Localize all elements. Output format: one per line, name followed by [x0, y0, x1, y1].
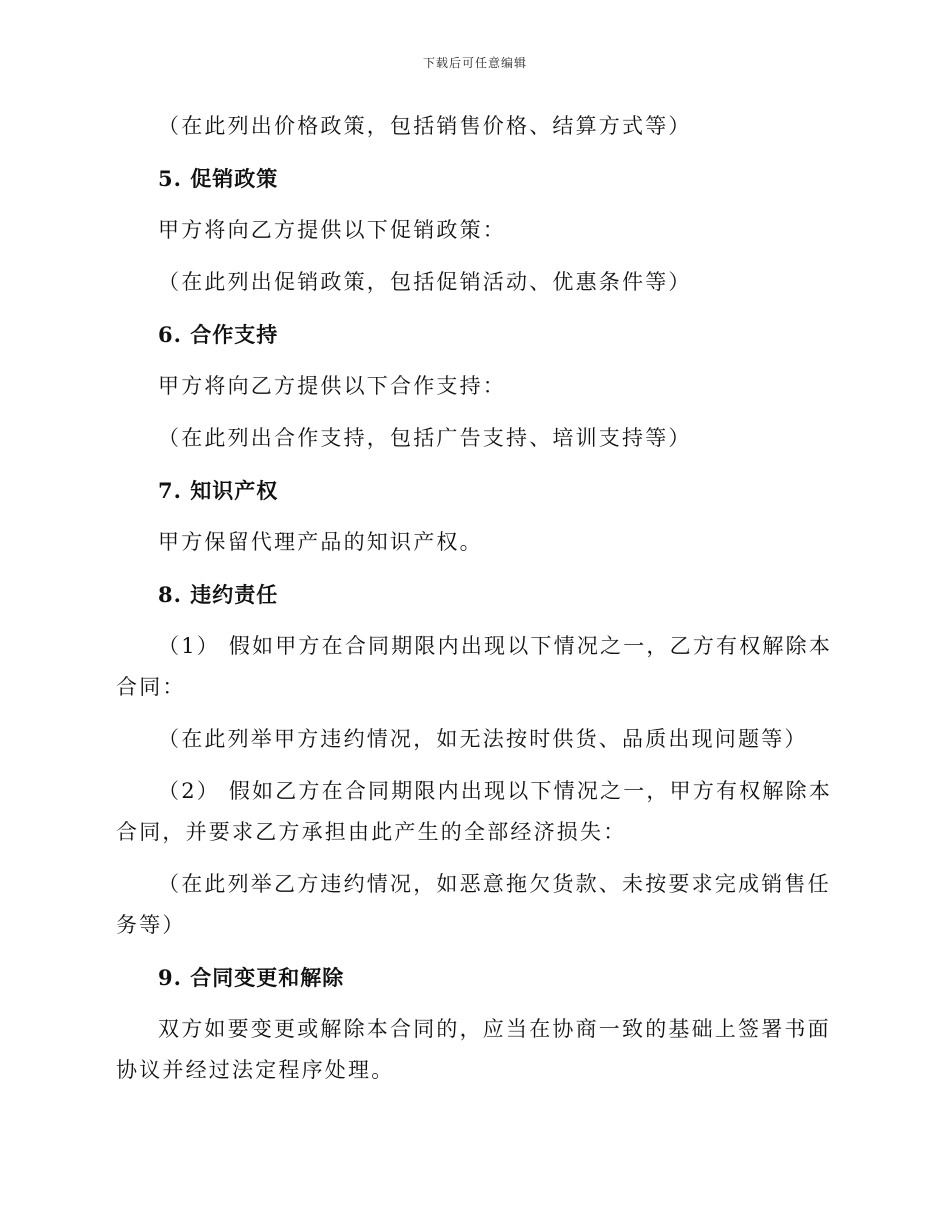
document-body [116, 106, 836, 1102]
paragraph-promotion-placeholder: （在此列出促销政策，包括促销活动、优惠条件等） [158, 270, 692, 294]
paragraph-price-policy-placeholder: （在此列出价格政策，包括销售价格、结算方式等） [158, 114, 692, 138]
page-header: 下载后可任意编辑 [422, 56, 527, 70]
paragraph-promotion-intro: 甲方将向乙方提供以下促销政策： [158, 218, 506, 242]
section-heading-breach: 8. 违约责任 [158, 582, 279, 607]
paragraph-breach-party-a-placeholder: （在此列举甲方违约情况，如无法按时供货、品质出现问题等） [158, 727, 808, 751]
section-heading-cooperation: 6. 合作支持 [158, 322, 279, 347]
paragraph-ip: 甲方保留代理产品的知识产权。 [158, 530, 483, 554]
paragraph-breach-party-a: （1） 假如甲方在合同期限内出现以下情况之一，乙方有权解除本合同： [116, 634, 833, 699]
paragraph-breach-party-b-placeholder: （在此列举乙方违约情况，如恶意拖欠货款、未按要求完成销售任务等） [116, 872, 831, 937]
paragraph-cooperation-placeholder: （在此列出合作支持，包括广告支持、培训支持等） [158, 426, 692, 450]
paragraph-breach-party-b: （2） 假如乙方在合同期限内出现以下情况之一，甲方有权解除本合同，并要求乙方承担由此产生的全部经济损失： [116, 779, 833, 844]
paragraph-change-termination: 双方如要变更或解除本合同的，应当在协商一致的基础上签署书面协议并经过法定程序处理。 [116, 1017, 831, 1082]
section-heading-change-termination: 9. 合同变更和解除 [158, 965, 345, 990]
section-heading-promotion: 5. 促销政策 [158, 166, 279, 191]
paragraph-cooperation-intro: 甲方将向乙方提供以下合作支持： [158, 374, 506, 398]
section-heading-ip: 7. 知识产权 [158, 478, 279, 503]
